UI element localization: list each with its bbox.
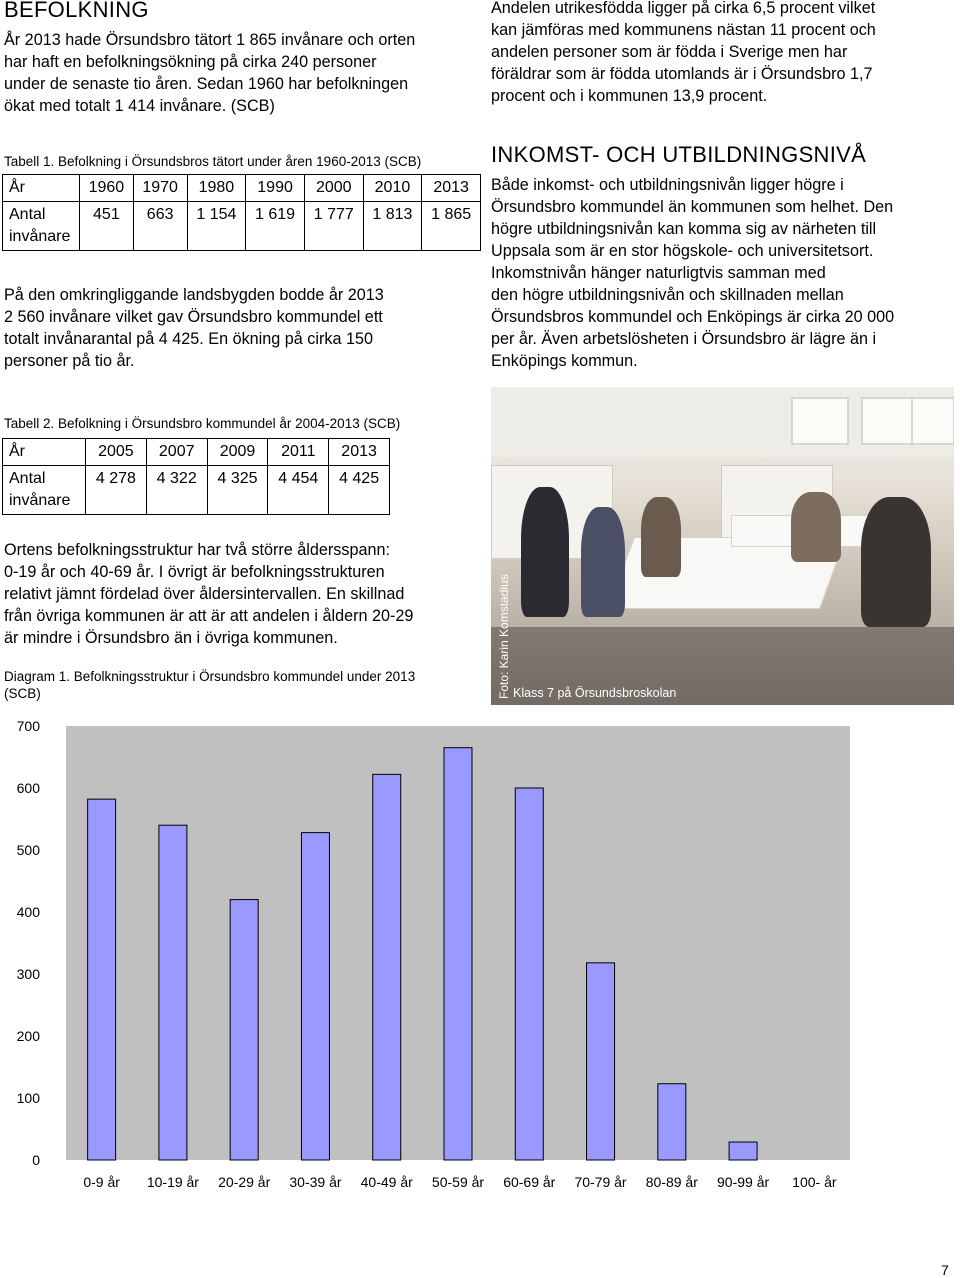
table-value-cell: 4 325 (207, 466, 268, 515)
table-year-cell: 2005 (86, 439, 147, 466)
y-tick-label: 400 (16, 904, 40, 920)
table-value-cell: 4 278 (86, 466, 147, 515)
chart-bar (587, 963, 615, 1160)
table-value-cell: 1 813 (363, 202, 422, 251)
intro-line: ökat med totalt 1 414 invånare. (SCB) (4, 97, 275, 115)
table2-caption: Tabell 2. Befolkning i Örsundsbro kommundel år 2004-2013 (SCB) (4, 416, 401, 431)
rural-line: personer på tio år. (4, 352, 135, 370)
table-year-cell: 2011 (268, 439, 329, 466)
section-heading-befolkning: BEFOLKNING (4, 0, 149, 22)
diagram-caption-line: (SCB) (4, 686, 41, 701)
structure-line: 0-19 år och 40-69 år. I övrigt är befolkningsstrukturen (4, 563, 385, 581)
chart-bar (444, 748, 472, 1160)
table-year-cell: 2010 (363, 175, 422, 202)
structure-line: Ortens befolkningsstruktur har två större åldersspann: (4, 541, 390, 559)
y-tick-label: 600 (16, 780, 40, 796)
photo-person (861, 497, 931, 627)
y-tick-label: 500 (16, 842, 40, 858)
foreign-line: kan jämföras med kommunens nästan 11 procent och (491, 21, 876, 39)
table-year-cell: 2013 (422, 175, 481, 202)
table-value-cell: 4 454 (268, 466, 329, 515)
table-row (3, 175, 481, 202)
income-line: Örsundsbros kommundel och Enköpings är cirka 20 000 (491, 308, 895, 326)
x-tick-label: 10-19 år (146, 1174, 199, 1190)
table1-caption: Tabell 1. Befolkning i Örsundsbros tätort under åren 1960-2013 (SCB) (4, 154, 422, 169)
x-tick-label: 20-29 år (218, 1174, 271, 1190)
income-line: Uppsala som är en stor högskole- och universitetsort. (491, 242, 874, 260)
table-value-cell: 1 154 (187, 202, 246, 251)
chart-bar (658, 1084, 686, 1160)
photo-window (791, 397, 849, 445)
table-year-cell: 2013 (329, 439, 390, 466)
photo-person (521, 487, 569, 617)
rural-paragraph (4, 284, 474, 372)
y-tick-label: 200 (16, 1028, 40, 1044)
table-value-cell: 663 (133, 202, 187, 251)
rural-line: På den omkringliggande landsbygden bodde år 2013 (4, 286, 384, 304)
income-line: Enköpings kommun. (491, 352, 638, 370)
page-number: 7 (941, 1262, 949, 1278)
classroom-photo (491, 387, 954, 705)
intro-line: under de senaste tio åren. Sedan 1960 har befolkningen (4, 75, 409, 93)
income-line: Inkomstnivån hänger naturligtvis samman med (491, 264, 826, 282)
x-tick-label: 40-49 år (360, 1174, 413, 1190)
table-header-cell: År (3, 439, 86, 466)
photo-caption: Klass 7 på Örsundsbroskolan (513, 686, 677, 700)
rural-line: totalt invånarantal på 4 425. En ökning på cirka 150 (4, 330, 373, 348)
rural-line: 2 560 invånare vilket gav Örsundsbro kommundel ett (4, 308, 383, 326)
table-header-cell (3, 202, 80, 251)
chart-bar (88, 799, 116, 1160)
table-value-cell: 1 865 (422, 202, 481, 251)
y-tick-label: 100 (16, 1090, 40, 1106)
chart-bar (230, 900, 258, 1160)
y-tick-label: 300 (16, 966, 40, 982)
table-year-cell: 2000 (304, 175, 363, 202)
x-tick-label: 80-89 år (645, 1174, 698, 1190)
table-year-cell: 1970 (133, 175, 187, 202)
income-line: Både inkomst- och utbildningsnivån ligger högre i (491, 176, 844, 194)
x-tick-label: 90-99 år (717, 1174, 770, 1190)
chart-x-axis (83, 1174, 837, 1190)
table-row (3, 439, 390, 466)
table-header-cell: År (3, 175, 80, 202)
population-table-2 (2, 438, 390, 515)
chart-bar (301, 833, 329, 1160)
income-line: per år. Även arbetslösheten i Örsundsbro är lägre än i (491, 330, 877, 348)
y-tick-label: 700 (16, 718, 40, 734)
table-value-cell: 1 777 (304, 202, 363, 251)
table-value-cell: 451 (80, 202, 134, 251)
table-row (3, 466, 390, 515)
income-line: Örsundsbro kommundel än kommunen som helhet. Den (491, 198, 894, 216)
row-label-line: Antal (9, 206, 46, 223)
table-year-cell: 1990 (246, 175, 305, 202)
table-value-cell: 4 425 (329, 466, 390, 515)
intro-paragraph (4, 29, 474, 117)
foreign-line: andelen personer som är födda i Sverige men har (491, 43, 848, 61)
photo-person (641, 497, 681, 577)
foreign-line: procent och i kommunen 13,9 procent. (491, 87, 768, 105)
x-tick-label: 50-59 år (431, 1174, 485, 1190)
table-row (3, 202, 481, 251)
x-tick-label: 70-79 år (574, 1174, 627, 1190)
x-tick-label: 100- år (792, 1174, 837, 1190)
foreign-line: Andelen utrikesfödda ligger på cirka 6,5 procent vilket (491, 0, 876, 17)
y-tick-label: 0 (32, 1152, 40, 1168)
chart-bar (159, 825, 187, 1160)
table-value-cell: 4 322 (146, 466, 207, 515)
foreign-born-paragraph (491, 0, 956, 107)
intro-line: har haft en befolkningsökning på cirka 240 personer (4, 53, 377, 71)
table-value-cell: 1 619 (246, 202, 305, 251)
row-label-line: Antal (9, 470, 46, 487)
structure-line: från övriga kommunen är att är att andelen i åldern 20-29 (4, 607, 414, 625)
chart-y-axis (17, 718, 41, 1168)
table-year-cell: 2007 (146, 439, 207, 466)
photo-person (791, 492, 841, 562)
x-tick-label: 30-39 år (289, 1174, 342, 1190)
income-paragraph (491, 174, 956, 372)
structure-line: är mindre i Örsundsbro än i övriga kommunen. (4, 629, 338, 647)
table-year-cell: 1980 (187, 175, 246, 202)
structure-paragraph (4, 539, 484, 649)
diagram-caption-line: Diagram 1. Befolkningsstruktur i Örsundsbro kommundel under 2013 (4, 669, 416, 684)
income-line: högre utbildningsnivån kan komma sig av närheten till (491, 220, 877, 238)
row-label-line: invånare (9, 492, 71, 509)
chart-bar (729, 1142, 757, 1160)
photo-credit: Foto: Karin Komstadius (497, 574, 511, 699)
photo-person (581, 507, 625, 617)
table-year-cell: 1960 (80, 175, 134, 202)
row-label-line: invånare (9, 228, 71, 245)
diagram-caption (4, 668, 415, 702)
photo-window (911, 397, 954, 445)
intro-line: År 2013 hade Örsundsbro tätort 1 865 invånare och orten (4, 31, 416, 49)
population-table-1 (2, 174, 481, 251)
x-tick-label: 0-9 år (83, 1174, 120, 1190)
table-header-cell (3, 466, 86, 515)
structure-line: relativt jämnt fördelad över åldersintervallen. En skillnad (4, 585, 405, 603)
income-line: den högre utbildningsnivån och skillnaden mellan (491, 286, 844, 304)
section-heading-inkomst: INKOMST- OCH UTBILDNINGSNIVÅ (491, 142, 867, 167)
table-year-cell: 2009 (207, 439, 268, 466)
age-structure-chart (0, 710, 900, 1210)
foreign-line: föräldrar som är födda utomlands är i Örsundsbro 1,7 (491, 65, 873, 83)
chart-bar (373, 774, 401, 1160)
chart-bar (515, 788, 543, 1160)
x-tick-label: 60-69 år (503, 1174, 556, 1190)
